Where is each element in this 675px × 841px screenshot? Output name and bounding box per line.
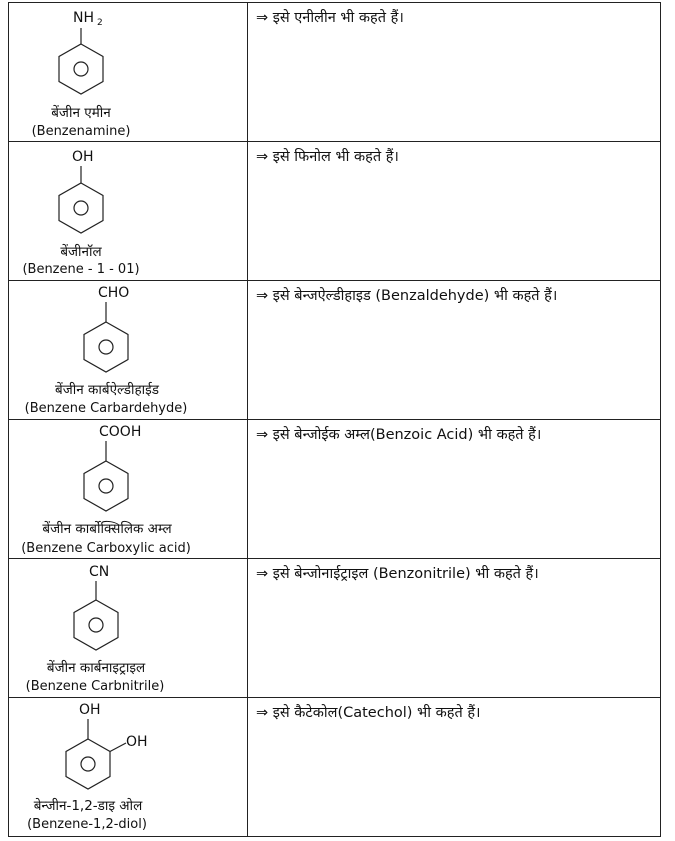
structure-cell (9, 698, 248, 837)
benzonitrile-structure (9, 559, 247, 697)
substituent-subscript: 2 (97, 18, 103, 28)
hindi-name: बेंजीन कार्बनाइट्राइल (46, 660, 146, 676)
substituent-label: NH (73, 10, 94, 26)
bond-line (110, 743, 126, 752)
aromatic-circle-icon (74, 201, 88, 215)
aromatic-circle-icon (99, 340, 113, 354)
benzaldehyde-structure (9, 281, 247, 419)
substituent-label: CHO (98, 285, 130, 301)
table-row (9, 3, 661, 142)
table-row (9, 420, 661, 559)
benzenol-structure (9, 142, 247, 280)
benzene-ring-icon (59, 183, 103, 233)
substituent-label: COOH (99, 424, 142, 440)
benzene-ring-icon (74, 600, 118, 650)
aromatic-circle-icon (89, 618, 103, 632)
description-text: ⇒ इसे बेन्जोईक अम्ल(Benzoic Acid) भी कहते हैं। (256, 427, 542, 443)
substituent-label: OH (72, 149, 94, 165)
english-name: (Benzenamine) (31, 124, 131, 139)
description-cell (248, 281, 661, 420)
english-name: (Benzene - 1 - 01) (22, 262, 140, 277)
structure-cell (9, 3, 248, 142)
english-name: (Benzene Carbardehyde) (24, 401, 188, 416)
english-name: (Benzene Carbnitrile) (25, 679, 165, 694)
hindi-name: बेंजीन कार्बऐल्डीहाईड (54, 382, 160, 398)
benzene-ring-icon (66, 739, 110, 789)
structure-cell (9, 559, 248, 698)
benzoic-acid-structure (9, 420, 247, 558)
benzene-ring-icon (59, 44, 103, 94)
benzenamine-structure (9, 3, 247, 141)
description-cell (248, 142, 661, 281)
table-row (9, 698, 661, 837)
description-cell (248, 698, 661, 837)
description-text: ⇒ इसे फिनोल भी कहते हैं। (256, 149, 399, 165)
aromatic-circle-icon (74, 62, 88, 76)
table-row (9, 142, 661, 281)
hindi-name: बेंजीनॉल (60, 244, 102, 260)
hindi-name: बेंजीन कार्बोक्सिलिक अम्ल (42, 521, 172, 537)
description-text: ⇒ इसे बेन्जऐल्डीहाइड (Benzaldehyde) भी कहते हैं। (256, 288, 558, 304)
aromatic-circle-icon (99, 479, 113, 493)
structure-cell (9, 420, 248, 559)
benzene-ring-icon (84, 322, 128, 372)
description-cell (248, 420, 661, 559)
catechol-structure (9, 698, 247, 836)
table-row (9, 281, 661, 420)
description-text: ⇒ इसे कैटेकोल(Catechol) भी कहते हैं। (256, 705, 481, 721)
hindi-name: बेंजीन एमीन (51, 105, 111, 121)
compounds-table (8, 2, 661, 837)
structure-cell (9, 142, 248, 281)
table-row (9, 559, 661, 698)
description-cell (248, 559, 661, 698)
structure-cell (9, 281, 248, 420)
description-text: ⇒ इसे एनीलीन भी कहते हैं। (256, 10, 404, 26)
aromatic-circle-icon (81, 757, 95, 771)
description-text: ⇒ इसे बेन्जोनाईट्राइल (Benzonitrile) भी कहते हैं। (256, 566, 539, 582)
description-cell (248, 3, 661, 142)
substituent-label: CN (89, 564, 110, 580)
english-name: (Benzene Carboxylic acid) (21, 541, 191, 556)
second-substituent-label: OH (126, 734, 148, 750)
benzene-ring-icon (84, 461, 128, 511)
hindi-name: बेन्जीन-1,2-डाइ ओल (33, 798, 143, 814)
english-name: (Benzene-1,2-diol) (27, 817, 147, 832)
substituent-label: OH (79, 702, 101, 718)
